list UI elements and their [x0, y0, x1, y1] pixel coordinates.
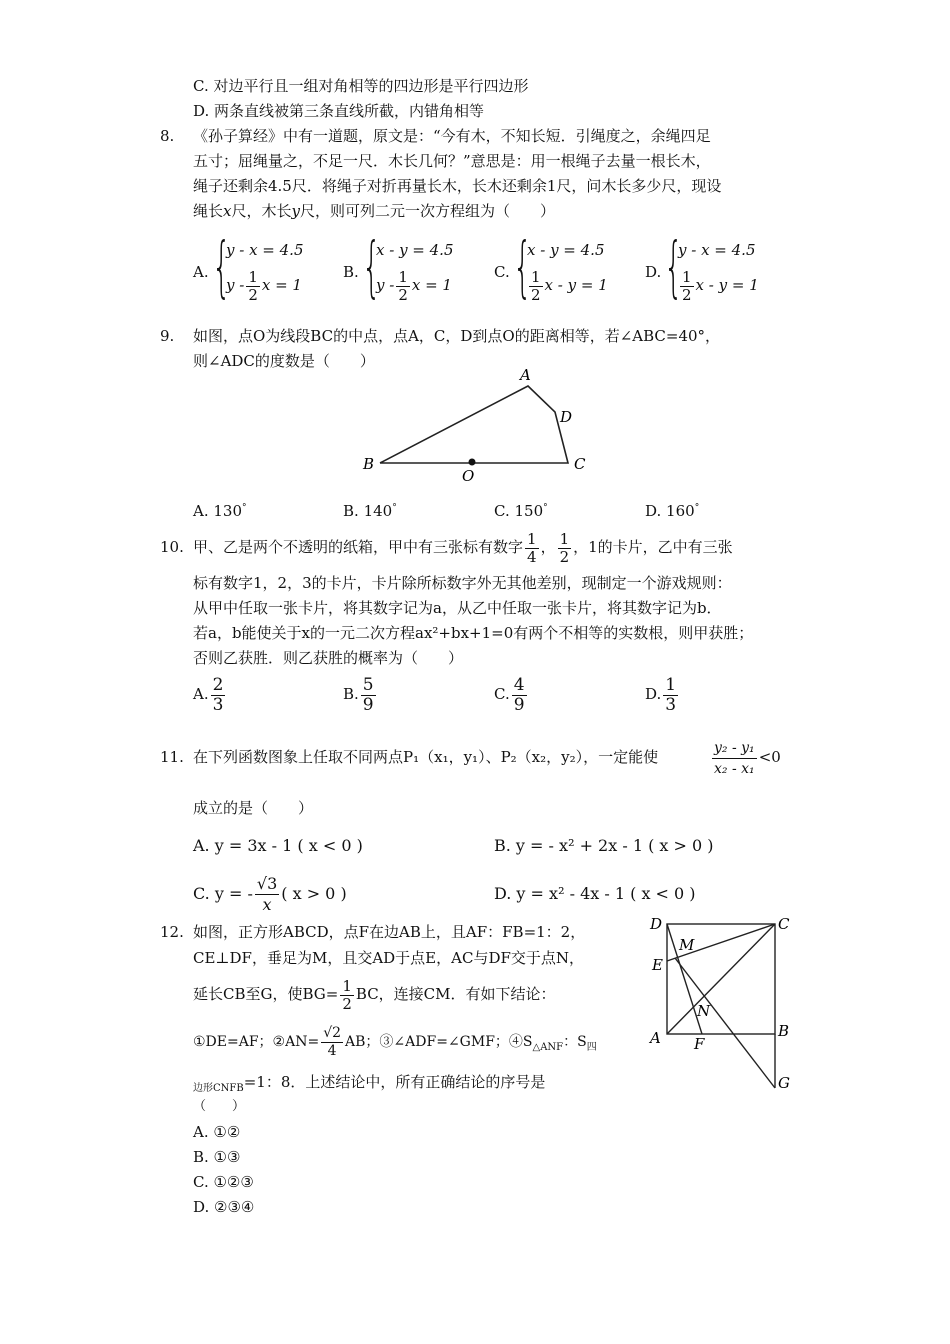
q11-option-b: B. y = - x² + 2x - 1 ( x > 0 ) — [494, 836, 714, 855]
q8-option-d — [645, 230, 785, 315]
q8-line-2: 五寸；屈绳量之，不足一尺．木长几何？”意思是：用一根绳子去量一根长木， — [193, 152, 711, 170]
q8-equation-2: y - $\frac{1}{2}$ x = 1 — [226, 267, 302, 304]
q8-option-letter: B. — [343, 263, 359, 281]
q12-line-6: （ ） — [193, 1099, 246, 1114]
q9-option-a: A. 130° — [193, 502, 247, 520]
q10-option-c: C. $\frac{4}{9}$ — [494, 674, 525, 715]
q8-option-a — [193, 230, 333, 315]
q9-label-d: D — [560, 408, 573, 426]
q8-equation-2: $\frac{1}{2}$ x - y = 1 — [531, 267, 608, 304]
q8-equation-1: y - x = 4.5 — [226, 241, 304, 259]
q12-label-n: N — [697, 1002, 711, 1020]
q9-figure — [355, 365, 595, 485]
q8-line-3: 绳子还剩余4.5尺．将绳子对折再量长木，长木还剩余1尺，问木长多少尺，现设 — [193, 177, 722, 195]
q9-label-b: B — [363, 455, 375, 473]
q9-label-a: A — [520, 366, 531, 384]
q11-line-2: 成立的是（ ） — [193, 799, 314, 817]
q12-label-c: C — [778, 915, 790, 933]
q9-option-d: D. 160° — [645, 502, 700, 520]
q8-option-b — [343, 230, 483, 315]
q11-option-d: D. y = x² - 4x - 1 ( x < 0 ) — [494, 884, 696, 903]
q10-line-1: 甲、乙是两个不透明的纸箱，甲中有三张标有数字 $\frac{1}{4}$ ， $\frac{1}{2}$ ，1的卡片，乙中有三张 — [193, 529, 733, 566]
q12-number: 12. — [160, 923, 184, 941]
q8-line-4: 绳长x尺，木长y尺，则可列二元一次方程组为（ ） — [193, 202, 555, 220]
q12-line-mg — [675, 958, 775, 1088]
q9-line-1: 如图，点O为线段BC的中点，点A，C，D到点O的距离相等，若∠ABC=40°， — [193, 327, 721, 345]
q8-brace: { — [513, 228, 532, 305]
q10-line-2: 标有数字1，2，3的卡片，卡片除所标数字外无其他差别，现制定一个游戏规则： — [193, 574, 732, 592]
q12-label-b: B — [778, 1022, 790, 1040]
q8-option-letter: C. — [494, 263, 510, 281]
q12-label-e: E — [652, 956, 663, 974]
q12-label-a: A — [650, 1029, 661, 1047]
q9-quadrilateral — [380, 386, 568, 463]
q11-line-1: 在下列函数图象上任取不同两点P₁（x₁，y₁）、P₂（x₂，y₂），一定能使 — [193, 748, 659, 766]
q9-number: 9. — [160, 327, 175, 345]
q7-option-d: D. 两条直线被第三条直线所截，内错角相等 — [193, 102, 485, 120]
q10-line-3: 从甲中任取一张卡片，将其数字记为a，从乙中任取一张卡片，将其数字记为b． — [193, 599, 722, 617]
q12-option-c: C. ①②③ — [193, 1173, 254, 1191]
q12-option-a: A. ①② — [193, 1123, 241, 1141]
q12-figure — [645, 912, 795, 1092]
q8-equation-2: y - $\frac{1}{2}$ x = 1 — [376, 267, 452, 304]
q11-fraction: $\frac{\text{y₂ - y₁}}{\text{x₂ - x₁}}$ <0 — [714, 739, 781, 777]
q9-point-o — [469, 459, 476, 466]
q9-option-b: B. 140° — [343, 502, 397, 520]
q12-line-1: 如图，正方形ABCD，点F在边AB上，且AF：FB=1：2， — [193, 923, 586, 941]
q11-option-c: C. y = - $\frac{√3}{x}$ ( x > 0 ) — [193, 874, 347, 914]
q10-line-5: 否则乙获胜．则乙获胜的概率为（ ） — [193, 649, 464, 667]
q12-label-m: M — [679, 936, 695, 954]
q8-brace: { — [664, 228, 683, 305]
q12-line-5: $_{边形CNFB}$=1：8．上述结论中，所有正确结论的序号是 — [193, 1073, 546, 1094]
q8-equation-1: x - y = 4.5 — [376, 241, 454, 259]
q12-line-4: ①DE=AF；②AN= $\frac{√2}{4}$ AB；③∠ADF=∠GMF；$④S_{\triangle ANF}$：$S_四$ — [193, 1024, 597, 1059]
q9-line-2: 则∠ADC的度数是（ ） — [193, 352, 375, 370]
q10-option-d: D. $\frac{1}{3}$ — [645, 674, 677, 715]
q11-option-a: A. y = 3x - 1 ( x < 0 ) — [193, 836, 363, 855]
q12-label-g: G — [778, 1074, 790, 1092]
q12-line-2: CE⊥DF，垂足为M，且交AD于点E，AC与DF交于点N， — [193, 949, 585, 967]
q8-number: 8. — [160, 127, 175, 145]
q10-number: 10. — [160, 538, 184, 556]
q9-label-o: O — [462, 467, 475, 485]
q8-option-letter: A. — [193, 263, 209, 281]
q8-equation-2: $\frac{1}{2}$ x - y = 1 — [682, 267, 759, 304]
q7-option-c: C. 对边平行且一组对角相等的四边形是平行四边形 — [193, 77, 529, 95]
q8-equation-1: x - y = 4.5 — [527, 241, 605, 259]
q9-option-c: C. 150° — [494, 502, 548, 520]
q8-brace: { — [362, 228, 381, 305]
q10-option-b: B. $\frac{5}{9}$ — [343, 674, 374, 715]
q8-option-letter: D. — [645, 263, 662, 281]
q8-option-c — [494, 230, 634, 315]
q8-brace: { — [212, 228, 231, 305]
q9-label-c: C — [574, 455, 586, 473]
q12-label-d: D — [650, 915, 663, 933]
q12-option-b: B. ①③ — [193, 1148, 241, 1166]
q10-option-a: A. $\frac{2}{3}$ — [193, 674, 224, 715]
q11-number: 11. — [160, 748, 184, 766]
q12-option-d: D. ②③④ — [193, 1198, 255, 1216]
q12-label-f: F — [694, 1035, 705, 1053]
q12-line-3: 延长CB至G，使BG= $\frac{1}{2}$ BC，连接CM．有如下结论： — [193, 976, 556, 1013]
q8-line-1: 《孙子算经》中有一道题，原文是：“今有木，不知长短．引绳度之，余绳四足 — [193, 127, 711, 145]
q10-line-4: 若a，b能使关于x的一元二次方程ax²+bx+1=0有两个不相等的实数根，则甲获胜； — [193, 624, 754, 642]
q8-equation-1: y - x = 4.5 — [678, 241, 756, 259]
